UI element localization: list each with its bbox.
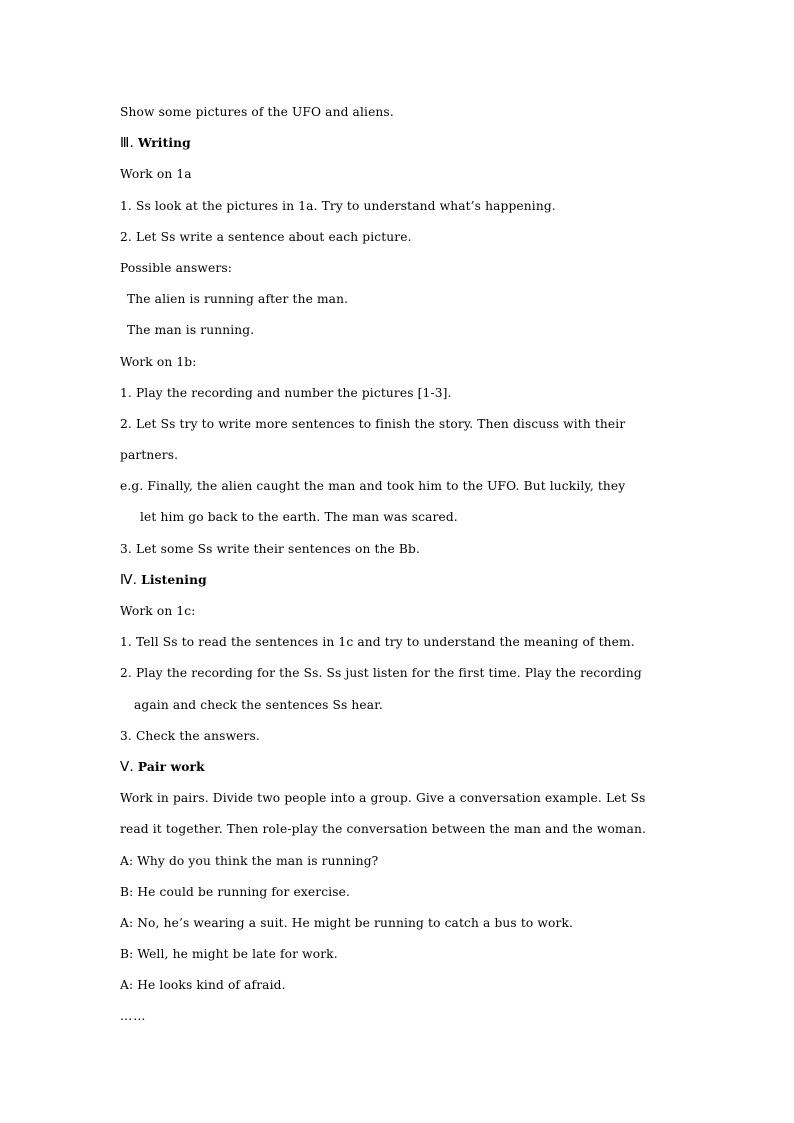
instruction-text: Work in pairs. Divide two people into a group. Give a conversation example. Let Ss: [120, 791, 646, 806]
step-text: 3. Check the answers.: [120, 728, 260, 743]
step-text: 2. Let Ss write a sentence about each picture.: [120, 229, 412, 244]
section-title: Writing: [137, 136, 191, 151]
section-number: Ⅴ.: [120, 758, 134, 775]
step-text: 1. Play the recording and number the pictures [1-3].: [120, 385, 452, 400]
example-text: e.g. Finally, the alien caught the man and took him to the UFO. But luckily, they: [120, 479, 626, 494]
example-text-continued: let him go back to the earth. The man was scared.: [140, 510, 458, 525]
dialogue-line: A: No, he’s wearing a suit. He might be running to catch a bus to work.: [120, 915, 573, 930]
answer-text: The alien is running after the man.: [127, 292, 349, 307]
dialogue-line: A: He looks kind of afraid.: [120, 978, 286, 993]
step-text-continued: again and check the sentences Ss hear.: [134, 697, 383, 712]
step-text: 1. Ss look at the pictures in 1a. Try to understand what’s happening.: [120, 198, 556, 213]
dialogue-line: B: He could be running for exercise.: [120, 884, 351, 899]
section-title: Listening: [141, 572, 207, 587]
dialogue-line: A: Why do you think the man is running?: [120, 853, 379, 868]
ellipsis: ……: [120, 1009, 147, 1024]
answer-text: The man is running.: [127, 323, 255, 338]
section-heading-listening: [120, 570, 680, 601]
step-text: 3. Let some Ss write their sentences on the Bb.: [120, 541, 421, 556]
step-text: 2. Let Ss try to write more sentences to finish the story. Then discuss with their: [120, 416, 626, 431]
document-page: [120, 102, 680, 1038]
section-title: Pair work: [137, 759, 205, 774]
subheading-1c: Work on 1c:: [120, 604, 196, 618]
subheading-1b: Work on 1b:: [120, 354, 197, 369]
section-number: Ⅳ.: [120, 571, 138, 588]
step-text: 1. Tell Ss to read the sentences in 1c and try to understand the meaning of them.: [120, 635, 635, 650]
intro-text: Show some pictures of the UFO and aliens.: [120, 105, 394, 119]
section-heading-writing: [120, 133, 680, 164]
dialogue-line: B: Well, he might be late for work.: [120, 947, 338, 962]
answers-label: Possible answers:: [120, 260, 232, 275]
section-number: Ⅲ.: [120, 135, 134, 152]
step-text-continued: partners.: [120, 448, 179, 463]
section-heading-pairwork: [120, 757, 680, 788]
instruction-text-continued: read it together. Then role-play the conversation between the man and the woman.: [120, 822, 647, 837]
step-text: 2. Play the recording for the Ss. Ss just listen for the first time. Play the recording: [120, 666, 642, 681]
subheading-1a: Work on 1a: [120, 167, 192, 182]
